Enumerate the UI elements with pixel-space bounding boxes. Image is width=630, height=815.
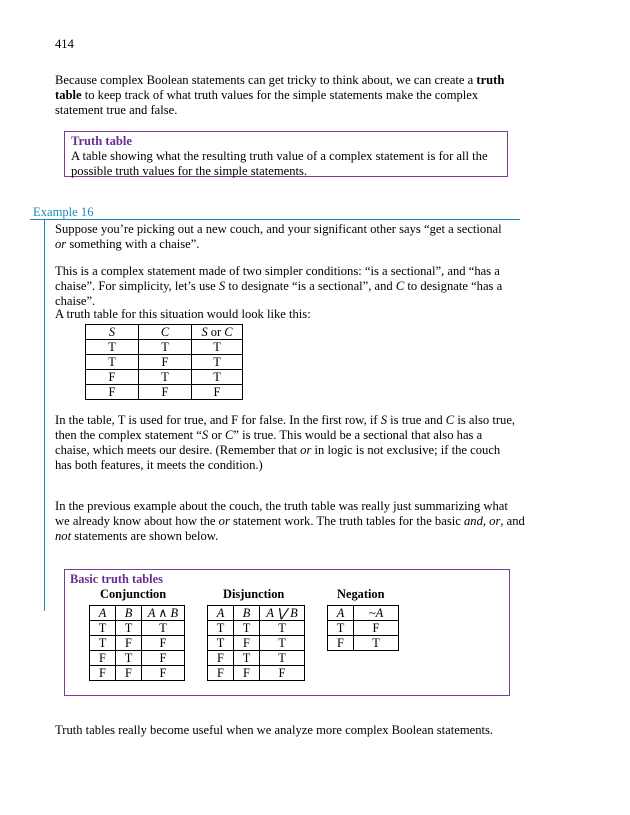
- text: in logic is not exclusive; if the couch has both features, it meets the condition.): [55, 443, 501, 472]
- table-row: [90, 666, 185, 681]
- text-italic: C: [445, 413, 455, 427]
- conjunction-heading: Conjunction: [100, 587, 167, 601]
- header-cell: B: [234, 606, 260, 621]
- disjunction-table: [207, 605, 305, 681]
- basic-truth-tables-box: [64, 569, 510, 696]
- table-row: [208, 666, 305, 681]
- text-italic: not: [55, 529, 72, 543]
- table-cell: T: [260, 636, 305, 651]
- text: is true and: [387, 413, 446, 427]
- text: This is a complex statement made of two simpler conditions: “is a sectional”, and “has a chaise”. For simplicity, let’s use: [55, 264, 500, 293]
- disjunction-heading: Disjunction: [223, 587, 285, 601]
- text: In the table, T is used for true, and F for false. In the first row, if: [55, 413, 381, 427]
- definition-title: Truth table: [71, 134, 132, 148]
- table-cell: T: [234, 651, 260, 666]
- text-italic: or: [55, 237, 67, 251]
- text-italic: or: [218, 514, 230, 528]
- text: Suppose you’re picking out a new couch, and your significant other says “get a sectional: [55, 222, 502, 236]
- text-italic: S: [201, 324, 208, 339]
- text: In the previous example about the couch, the truth table was really just summarizing what we already know about how the: [55, 499, 508, 528]
- table-cell: T: [142, 621, 185, 636]
- table-cell: T: [354, 636, 399, 651]
- header-cell: S: [86, 325, 139, 340]
- table-cell: F: [86, 370, 139, 385]
- intro-text-1: Because complex Boolean statements can get tricky to think about, we can create a: [55, 73, 477, 87]
- table-cell: F: [192, 385, 243, 400]
- table-cell: F: [116, 666, 142, 681]
- couch-truth-table: [85, 324, 243, 400]
- example-label: Example 16: [33, 205, 94, 219]
- table-header-row: [208, 606, 305, 621]
- table-cell: T: [86, 340, 139, 355]
- table-cell: F: [90, 666, 116, 681]
- text-italic: or: [300, 443, 312, 457]
- negation-heading: Negation: [337, 587, 385, 601]
- intro-bold-term: truth table: [55, 73, 505, 102]
- table-cell: F: [139, 355, 192, 370]
- header-cell: A: [208, 606, 234, 621]
- table-cell: F: [354, 621, 399, 636]
- example-sidebar: [44, 220, 45, 611]
- text: statements are shown below.: [71, 529, 219, 543]
- table-cell: T: [260, 621, 305, 636]
- text: or: [210, 324, 222, 339]
- header-cell: ~A: [354, 606, 399, 621]
- text-italic: S: [218, 279, 226, 293]
- table-cell: T: [260, 651, 305, 666]
- table-row: [86, 340, 243, 355]
- intro-text-2: to keep track of what truth values for the simple statements make the complex statement true and false.: [55, 88, 479, 117]
- table-cell: T: [192, 355, 243, 370]
- table-cell: F: [139, 385, 192, 400]
- table-cell: F: [234, 666, 260, 681]
- table-cell: F: [208, 651, 234, 666]
- table-row: [86, 370, 243, 385]
- table-row: [90, 651, 185, 666]
- table-cell: T: [192, 370, 243, 385]
- example-rule: [30, 219, 520, 220]
- header-cell: A: [328, 606, 354, 621]
- table-cell: F: [208, 666, 234, 681]
- text-italic: S: [201, 428, 209, 442]
- conjunction-table: [89, 605, 185, 681]
- table-cell: T: [328, 621, 354, 636]
- table-cell: T: [208, 621, 234, 636]
- basic-tables-title: Basic truth tables: [70, 572, 163, 586]
- header-cell: A: [90, 606, 116, 621]
- definition-text: A table showing what the resulting truth value of a complex statement is for all the possible truth values for the simple statements.: [71, 149, 488, 178]
- text-italic: and: [463, 514, 483, 528]
- text: something with a chaise”.: [66, 237, 200, 251]
- table-cell: T: [116, 651, 142, 666]
- text-italic: S: [380, 413, 388, 427]
- page-number: 414: [55, 37, 74, 51]
- table-row: [86, 355, 243, 370]
- table-cell: T: [90, 636, 116, 651]
- example-paragraph-3: A truth table for this situation would look like this:: [55, 307, 311, 321]
- text-italic: C: [224, 324, 233, 339]
- table-cell: T: [139, 340, 192, 355]
- text: is also true, then the complex statement “: [55, 413, 516, 442]
- text-italic: C: [395, 279, 405, 293]
- text-italic: C: [224, 428, 234, 442]
- text: ,: [482, 514, 490, 528]
- table-cell: T: [208, 636, 234, 651]
- table-row: [208, 636, 305, 651]
- table-cell: F: [260, 666, 305, 681]
- table-cell: T: [86, 355, 139, 370]
- intro-paragraph: [55, 73, 525, 118]
- table-cell: F: [142, 651, 185, 666]
- table-cell: F: [86, 385, 139, 400]
- text: statement work. The truth tables for the basic: [229, 514, 464, 528]
- text: , and: [500, 514, 525, 528]
- table-row: [208, 651, 305, 666]
- table-row: [208, 621, 305, 636]
- text: ” is true. This would be a sectional that also has a chaise, which meets our desire. (Remember that: [55, 428, 483, 457]
- text-italic: or: [489, 514, 501, 528]
- table-cell: F: [90, 651, 116, 666]
- example-paragraph-4: [55, 413, 517, 473]
- table-cell: F: [328, 636, 354, 651]
- definition-box: [64, 131, 508, 177]
- table-cell: T: [116, 621, 142, 636]
- table-cell: T: [90, 621, 116, 636]
- text: to designate “has a chaise”.: [55, 279, 503, 308]
- example-paragraph-2: [55, 264, 517, 309]
- table-row: [328, 621, 399, 636]
- table-cell: F: [142, 666, 185, 681]
- table-cell: T: [139, 370, 192, 385]
- table-row: [328, 636, 399, 651]
- table-cell: F: [142, 636, 185, 651]
- header-cell: [192, 325, 243, 340]
- header-cell: A ∧ B: [142, 606, 185, 621]
- table-row: [90, 621, 185, 636]
- table-cell: F: [234, 636, 260, 651]
- table-header-row: [86, 325, 243, 340]
- table-cell: T: [192, 340, 243, 355]
- example-paragraph-1: [55, 222, 515, 252]
- table-cell: T: [234, 621, 260, 636]
- header-cell: A ⋁ B: [260, 606, 305, 621]
- summary-paragraph: [55, 499, 525, 544]
- closing-paragraph: Truth tables really become useful when we analyze more complex Boolean statements.: [55, 723, 494, 737]
- text: or: [208, 428, 225, 442]
- table-header-row: [328, 606, 399, 621]
- table-header-row: [90, 606, 185, 621]
- table-row: [90, 636, 185, 651]
- header-cell: C: [139, 325, 192, 340]
- table-cell: F: [116, 636, 142, 651]
- table-row: [86, 385, 243, 400]
- negation-table: [327, 605, 399, 651]
- header-cell: B: [116, 606, 142, 621]
- text: to designate “is a sectional”, and: [225, 279, 396, 293]
